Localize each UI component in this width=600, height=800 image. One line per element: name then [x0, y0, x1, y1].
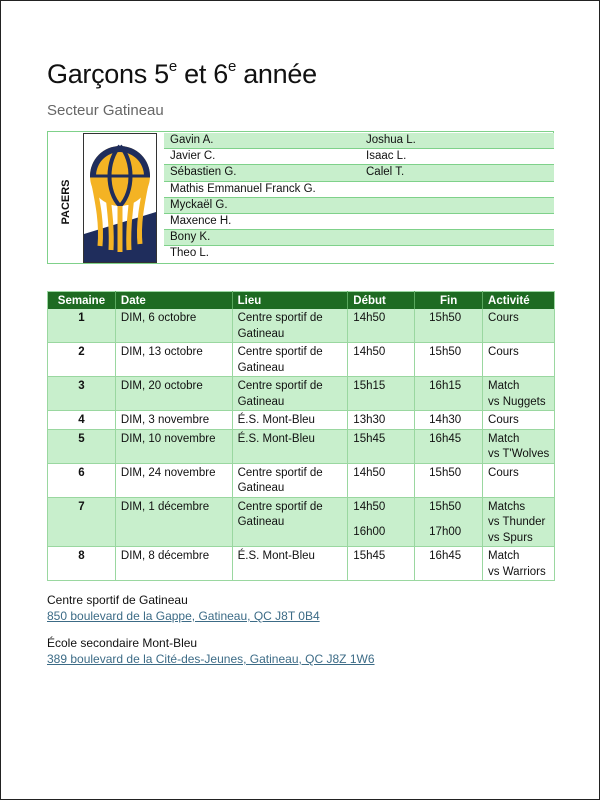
team-name [56, 172, 76, 232]
column-header: Activité [483, 292, 555, 310]
schedule-row [48, 411, 555, 430]
venue-name: École secondaire Mont-Bleu [47, 636, 198, 650]
date-cell-text: DIM, 10 novembre [120, 432, 216, 445]
start-time-cell [348, 497, 415, 547]
date-cell-text: DIM, 20 octobre [120, 380, 203, 392]
team-roster [47, 131, 554, 264]
location-cell [232, 309, 348, 343]
start-time-cell-text: 15h45 [353, 432, 386, 445]
location-cell-text: É.S. Mont-Bleu [237, 432, 315, 445]
location-cell [232, 343, 348, 377]
date-cell [115, 463, 232, 497]
date-cell [115, 377, 232, 411]
venue-address-link[interactable]: 389 boulevard de la Cité-des-Jeunes, Gatineau, QC J8Z 1W6 [47, 652, 375, 666]
start-time-cell-text: 15h15 [353, 380, 386, 392]
start-time-cell [348, 463, 415, 497]
start-time-cell-text: 14h50 [353, 346, 386, 358]
schedule-row [48, 343, 555, 377]
player-name: Bony K. [170, 231, 211, 244]
title-superscript: e [168, 58, 177, 75]
location-cell [232, 497, 348, 547]
title-superscript: e [227, 58, 236, 75]
date-cell [115, 309, 232, 343]
activity-cell-text: vs Warriors [488, 565, 546, 578]
end-time-cell-text: 17h00 [429, 526, 462, 538]
date-cell-text: DIM, 6 octobre [120, 312, 197, 324]
end-time-cell [415, 547, 483, 581]
schedule-row [48, 497, 555, 547]
location-cell [232, 547, 348, 581]
activity-cell-text: Cours [488, 414, 519, 426]
activity-cell-text: Match [488, 432, 520, 445]
activity-cell-text: vs Spurs [488, 531, 533, 544]
activity-cell [483, 429, 555, 463]
week-cell-text: 1 [78, 312, 85, 324]
week-cell [48, 411, 116, 430]
start-time-cell-text: 14h50 [353, 500, 386, 513]
week-cell [48, 343, 116, 377]
location-cell [232, 377, 348, 411]
activity-cell-text: Cours [488, 312, 519, 324]
week-cell [48, 309, 116, 343]
end-time-cell-text: 14h30 [429, 414, 462, 426]
date-cell [115, 497, 232, 547]
start-time-cell [348, 343, 415, 377]
column-header: Lieu [232, 292, 348, 310]
location-cell-text: Centre sportif de [237, 380, 323, 392]
location-cell-text: Gatineau [237, 361, 285, 374]
title-text: et 6 [176, 59, 228, 89]
week-cell-text: 7 [78, 500, 85, 513]
week-cell [48, 429, 116, 463]
week-cell [48, 497, 116, 547]
date-cell-text: DIM, 24 novembre [120, 466, 216, 479]
player-row [164, 230, 554, 246]
start-time-cell [348, 377, 415, 411]
activity-cell-text: Match [488, 550, 520, 562]
start-time-cell [348, 547, 415, 581]
week-cell-text: 4 [78, 414, 85, 426]
date-cell [115, 343, 232, 377]
activity-cell-text: Cours [488, 466, 519, 479]
start-time-cell-text: 15h45 [353, 550, 386, 562]
end-time-cell-text: 15h50 [429, 346, 462, 358]
title-text: année [236, 59, 317, 89]
location-cell-text: Gatineau [237, 395, 285, 408]
week-cell-text: 8 [78, 550, 85, 562]
end-time-cell-text: 16h15 [429, 380, 462, 392]
activity-cell [483, 309, 555, 343]
start-time-cell [348, 411, 415, 430]
activity-cell-text: vs Nuggets [488, 395, 546, 408]
player-name: Theo L. [170, 247, 209, 260]
activity-cell [483, 411, 555, 430]
start-time-cell-text: 13h30 [353, 414, 386, 426]
date-cell-text: DIM, 13 octobre [120, 346, 203, 358]
week-cell [48, 377, 116, 411]
date-cell [115, 411, 232, 430]
venue-list [47, 593, 375, 679]
pacers-logo-icon [83, 133, 157, 263]
activity-cell-text: vs Thunder [488, 516, 546, 528]
schedule-table [47, 291, 555, 581]
end-time-cell-text: 15h50 [429, 312, 462, 324]
venue-name: Centre sportif de Gatineau [47, 593, 188, 607]
location-cell [232, 411, 348, 430]
player-name: Joshua L. [366, 134, 416, 146]
player-name: Myckaël G. [170, 198, 228, 211]
activity-cell [483, 547, 555, 581]
player-name: Isaac L. [366, 150, 407, 163]
location-cell [232, 429, 348, 463]
end-time-cell-text: 15h50 [429, 500, 462, 513]
location-cell-text: Centre sportif de [237, 500, 323, 513]
page-title [47, 59, 317, 90]
activity-cell-text: Match [488, 380, 520, 392]
week-cell-text: 3 [78, 380, 85, 392]
player-row [164, 182, 554, 198]
schedule-header-row [48, 292, 555, 310]
column-header: Fin [415, 292, 483, 310]
player-name: Sébastien G. [170, 166, 237, 179]
schedule-row [48, 377, 555, 411]
activity-cell-text: Cours [488, 346, 519, 358]
date-cell [115, 547, 232, 581]
location-cell [232, 463, 348, 497]
schedule-row [48, 547, 555, 581]
week-cell-text: 5 [78, 432, 85, 445]
week-cell [48, 547, 116, 581]
start-time-cell-text: 14h50 [353, 312, 386, 324]
location-cell-text: Gatineau [237, 516, 285, 528]
activity-cell-text: Matchs [488, 500, 526, 513]
start-time-cell [348, 309, 415, 343]
location-cell-text: Centre sportif de [237, 346, 323, 358]
end-time-cell-text: 15h50 [429, 466, 462, 479]
players-list [164, 133, 554, 263]
activity-cell [483, 343, 555, 377]
activity-cell [483, 497, 555, 547]
activity-cell-text: vs T'Wolves [488, 448, 550, 460]
player-row [164, 165, 554, 181]
column-header: Date [115, 292, 232, 310]
location-cell-text: Centre sportif de [237, 466, 323, 479]
player-name: Maxence H. [170, 214, 232, 227]
player-name: Gavin A. [170, 134, 214, 146]
schedule-row [48, 463, 555, 497]
end-time-cell [415, 309, 483, 343]
end-time-cell [415, 429, 483, 463]
end-time-cell [415, 411, 483, 430]
page-subtitle: Secteur Gatineau [47, 102, 164, 119]
location-cell-text: Gatineau [237, 327, 285, 340]
player-row [164, 133, 554, 149]
location-cell-text: Gatineau [237, 482, 285, 494]
end-time-cell-text: 16h45 [429, 432, 462, 445]
week-cell-text: 6 [78, 466, 85, 479]
column-header: Début [348, 292, 415, 310]
location-cell-text: É.S. Mont-Bleu [237, 550, 315, 562]
schedule-row [48, 429, 555, 463]
end-time-cell [415, 377, 483, 411]
activity-cell [483, 377, 555, 411]
title-text: Garçons 5 [47, 59, 169, 89]
week-cell [48, 463, 116, 497]
activity-cell [483, 463, 555, 497]
player-name: Calel T. [366, 166, 405, 179]
player-name: Javier C. [170, 150, 216, 163]
player-row [164, 214, 554, 230]
start-time-cell [348, 429, 415, 463]
player-row [164, 198, 554, 214]
player-name: Mathis Emmanuel Franck G. [170, 182, 316, 195]
end-time-cell [415, 463, 483, 497]
player-row [164, 149, 554, 165]
schedule-row [48, 309, 555, 343]
date-cell [115, 429, 232, 463]
end-time-cell [415, 497, 483, 547]
date-cell-text: DIM, 8 décembre [120, 550, 210, 562]
player-row [164, 246, 554, 262]
date-cell-text: DIM, 1 décembre [120, 500, 210, 513]
start-time-cell-text: 14h50 [353, 466, 386, 479]
location-cell-text: Centre sportif de [237, 312, 323, 324]
start-time-cell-text: 16h00 [353, 526, 386, 538]
column-header: Semaine [48, 292, 116, 310]
location-cell-text: É.S. Mont-Bleu [237, 414, 315, 426]
end-time-cell-text: 16h45 [429, 550, 462, 562]
venue-address-link[interactable]: 850 boulevard de la Gappe, Gatineau, QC J8T 0B4 [47, 609, 320, 623]
end-time-cell [415, 343, 483, 377]
week-cell-text: 2 [78, 346, 85, 358]
team-name-text: PACERS [60, 179, 72, 225]
date-cell-text: DIM, 3 novembre [120, 414, 210, 426]
